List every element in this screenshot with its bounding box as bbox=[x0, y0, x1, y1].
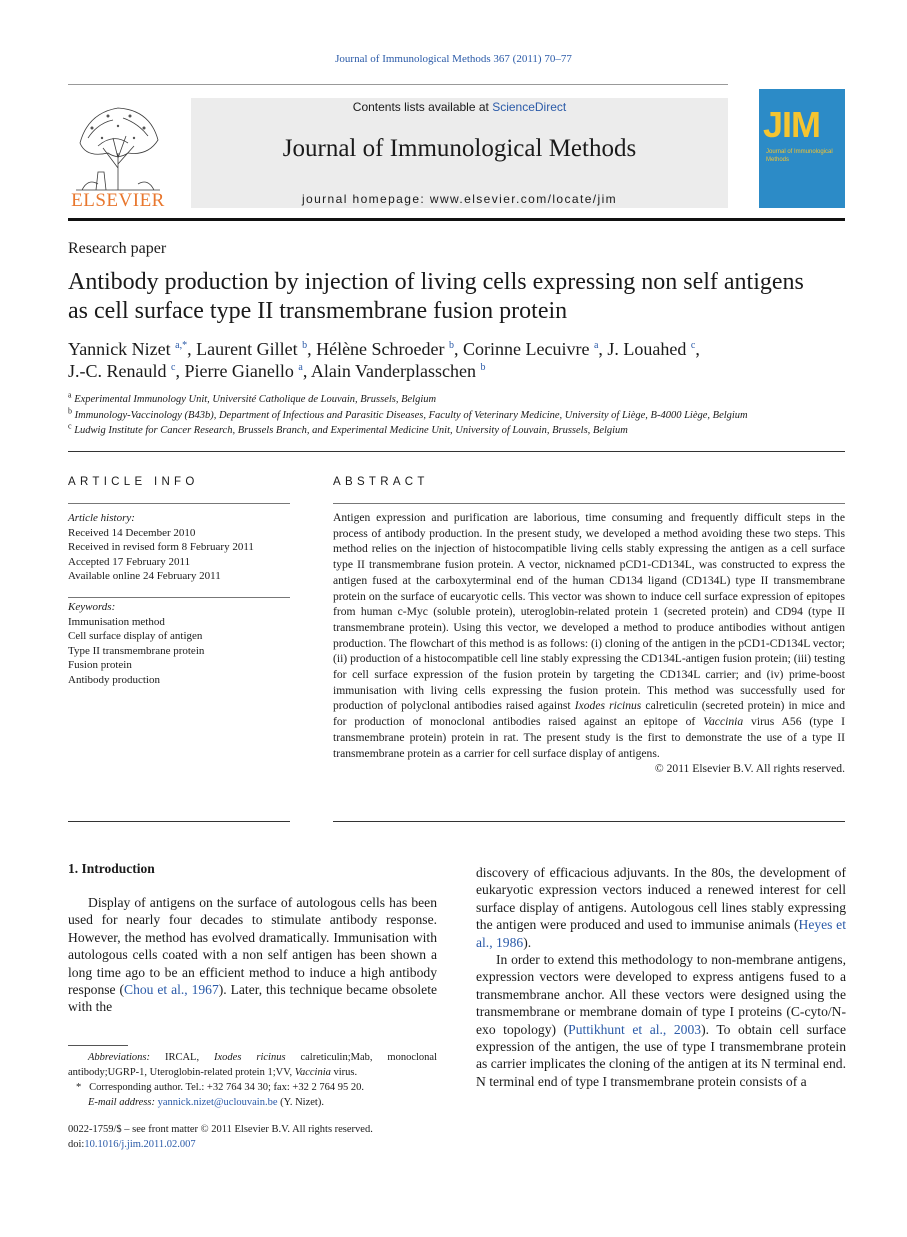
contents-availability bbox=[191, 100, 728, 114]
affiliation: $^c$ Ludwig Institute for Cancer Research, Brussels Branch, and Experimental Medicine Unit, University of Louvain, Brussels, Belgium bbox=[68, 421, 628, 436]
paper-title-line-2: as cell surface type II transmembrane fusion protein bbox=[68, 298, 568, 324]
keyword: Immunisation method bbox=[68, 615, 165, 628]
history-item: Received in revised form 8 February 2011 bbox=[68, 541, 254, 553]
issn-line: 0022-1759/$ – see front matter © 2011 Elsevier B.V. All rights reserved. bbox=[68, 1124, 373, 1135]
body-column-left bbox=[68, 894, 437, 1016]
paper-title-line-1: Antibody production by injection of living cells expressing non self antigens bbox=[68, 269, 804, 295]
author[interactable]: J. Louahed $^c$ bbox=[607, 339, 696, 359]
author-list: Yannick Nizet $^{a,*}$, Laurent Gillet $^b$, Hélène Schroeder $^b$, Corinne Lecuivre $^a$, J. Louahed $^c$, J.-C. Renauld $^c$, Pierre Gianello $^a$, Alain Vanderplasschen $^b$ bbox=[68, 339, 700, 381]
section-heading-introduction: 1. Introduction bbox=[68, 861, 155, 876]
copyright-notice: © 2011 Elsevier B.V. All rights reserved. bbox=[654, 762, 845, 776]
section-rule bbox=[68, 451, 845, 452]
reference-link[interactable]: Puttikhunt et al., 2003 bbox=[568, 1021, 702, 1037]
author[interactable]: Hélène Schroeder $^b$ bbox=[316, 339, 455, 359]
paragraph: Display of antigens on the surface of autologous cells has been used for nearly four decades to stimulate antibody response. However, the method has evolved dramatically. Immunisation with autologous cells coated with a non self antigen has been shown a long time ago to be an efficient method to induce a high antibody response (Chou et al., 1967). Later, this technique became obsolete with the bbox=[68, 895, 437, 1015]
history-label: Article history: bbox=[68, 512, 135, 524]
keyword: Type II transmembrane protein bbox=[68, 644, 205, 657]
paragraph: discovery of efficacious adjuvants. In the 80s, the development of eukaryotic expression vectors induced a renewed interest for cell surface display of antigens. Autologous cell lines stably expressing the antigen were produced and used to immunise animals (Heyes et al., 1986). bbox=[476, 865, 846, 950]
reference-link[interactable]: Heyes et al., 1986 bbox=[476, 917, 846, 950]
author[interactable]: Laurent Gillet $^b$ bbox=[196, 339, 308, 359]
history-item: Available online 24 February 2011 bbox=[68, 570, 221, 582]
keywords-label: Keywords: bbox=[68, 601, 116, 613]
footnotes bbox=[68, 1050, 437, 1110]
author[interactable]: Pierre Gianello $^a$ bbox=[184, 361, 303, 381]
article-info-rule bbox=[68, 821, 290, 822]
issn-doi bbox=[68, 1122, 437, 1152]
journal-citation[interactable]: Journal of Immunological Methods 367 (2011) 70–77 bbox=[335, 53, 572, 65]
header-rule bbox=[68, 84, 728, 85]
abstract-rule bbox=[333, 821, 845, 822]
paper-title bbox=[68, 268, 858, 326]
history-item: Received 14 December 2010 bbox=[68, 526, 196, 539]
doi-link[interactable]: 10.1016/j.jim.2011.02.007 bbox=[84, 1139, 196, 1150]
footnote-rule bbox=[68, 1045, 128, 1046]
paragraph: In order to extend this methodology to non-membrane antigens, expression vectors were developed to express antigens fused to a transmembrane anchor. All these vectors were designed using the transmembrane or membrane domain of type I proteins (C-cyto/N-exo topology) (Puttikhunt et al., 2003). To obtain cell surface expression of the antigen, the use of type I transmembrane protein as carrier implicates the cloning of the antigen at its N terminal end. N terminal end of type I transmembrane protein consists of a bbox=[476, 952, 846, 1089]
author[interactable]: Corinne Lecuivre $^a$ bbox=[463, 339, 599, 359]
contents-prefix: Contents lists available at bbox=[352, 100, 493, 114]
header-thick-rule bbox=[68, 218, 845, 221]
keyword: Antibody production bbox=[68, 673, 160, 686]
abstract-text: Antigen expression and purification are laborious, time consuming and frequently difficult steps in the process of antibody production. In the present study, we developed a method avoiding these two steps. This method relies on the injection of histocompatible living cells stably expressing the antigen as a cell surface type II transmembrane fusion protein. A vector, nicknamed pCD1-CD134L, was constructed to express the antigen fused at the carboxyterminal end of the human CD134 ligand (CD134L) type II transmembrane protein on the surface of eucaryotic cells. This vector was shown to induce cell surface expression of epitopes from human c-Myc (soluble protein), uteroglobin-related protein 1 (secreted protein) and CD94 (type II transmembrane protein). Using this vector, we developed a method to produce antibodies without antigen production. The flowchart of this method is as follows: (i) cloning of the antigen in the pCD1-CD134L vector; (ii) production of a histocompatible cell line stably expressing the CD134L-antigen fusion protein; (iii) testing for cell surface expression of the fusion protein by targeting the CD134L carrier; and (iv) prime-boost immunisation with living cells expressing the fusion protein. This method was successfully used for production of polyclonal antibodies raised against Ixodes ricinus calreticulin (secreted protein) in mice and for production of monoclonal antibodies raised against an epitope of Vaccinia virus A56 (type I transmembrane protein) protein in rat. The present study is the first to demonstrate the use of a type II transmembrane protein as a carrier for cell surface display of antigens. © 2011 Elsevier B.V. All rights reserved. bbox=[333, 511, 846, 776]
email-footnote: E-mail address: yannick.nizet@uclouvain.be (Y. Nizet). bbox=[88, 1097, 324, 1108]
cover-subtitle: Journal of Immunological Methods bbox=[766, 149, 833, 163]
article-history bbox=[68, 511, 290, 584]
abstract-rule bbox=[333, 503, 845, 504]
affiliation-list bbox=[68, 392, 858, 439]
affiliation: $^a$ Experimental Immunology Unit, Université Catholique de Louvain, Brussels, Belgium bbox=[68, 390, 437, 405]
body-column-right bbox=[476, 864, 846, 1090]
article-info-heading: ARTICLE INFO bbox=[68, 476, 199, 488]
elsevier-wordmark: ELSEVIER bbox=[71, 190, 165, 211]
keywords bbox=[68, 600, 290, 687]
abbreviations-footnote: Abbreviations: IRCAL, Ixodes ricinus calreticulin;Mab, monoclonal antibody;UGRP-1, Uteroglobin-related protein 1;VV, Vaccinia virus. bbox=[68, 1052, 437, 1078]
cover-title: JIM bbox=[763, 104, 821, 145]
keyword: Cell surface display of antigen bbox=[68, 630, 203, 642]
corresponding-author-footnote: * Corresponding author. Tel.: +32 764 34 30; fax: +32 2 764 95 20. bbox=[76, 1082, 364, 1093]
abstract-heading: ABSTRACT bbox=[333, 476, 429, 488]
sciencedirect-link[interactable]: ScienceDirect bbox=[492, 100, 567, 114]
journal-homepage[interactable]: journal homepage: www.elsevier.com/locate/jim bbox=[301, 192, 618, 206]
author[interactable]: J.-C. Renauld $^c$ bbox=[68, 361, 176, 381]
affiliation: $^b$ Immunology-Vaccinology (B43b), Department of Infectious and Parasitic Diseases, Faculty of Veterinary Medicine, University of Liège, B-4000 Liège, Belgium bbox=[68, 406, 748, 421]
doi-line: doi:10.1016/j.jim.2011.02.007 bbox=[68, 1139, 196, 1150]
email-link[interactable]: yannick.nizet@uclouvain.be bbox=[157, 1097, 278, 1108]
paper-type: Research paper bbox=[68, 240, 167, 257]
article-info-rule bbox=[68, 503, 290, 504]
article-info-rule bbox=[68, 597, 290, 598]
author[interactable]: Yannick Nizet $^{a,*}$ bbox=[68, 339, 188, 359]
reference-link[interactable]: Chou et al., 1967 bbox=[124, 982, 219, 998]
author[interactable]: Alain Vanderplasschen $^b$ bbox=[310, 361, 486, 381]
history-item: Accepted 17 February 2011 bbox=[68, 555, 191, 568]
journal-title: Journal of Immunological Methods bbox=[282, 135, 637, 162]
keyword: Fusion protein bbox=[68, 659, 132, 671]
